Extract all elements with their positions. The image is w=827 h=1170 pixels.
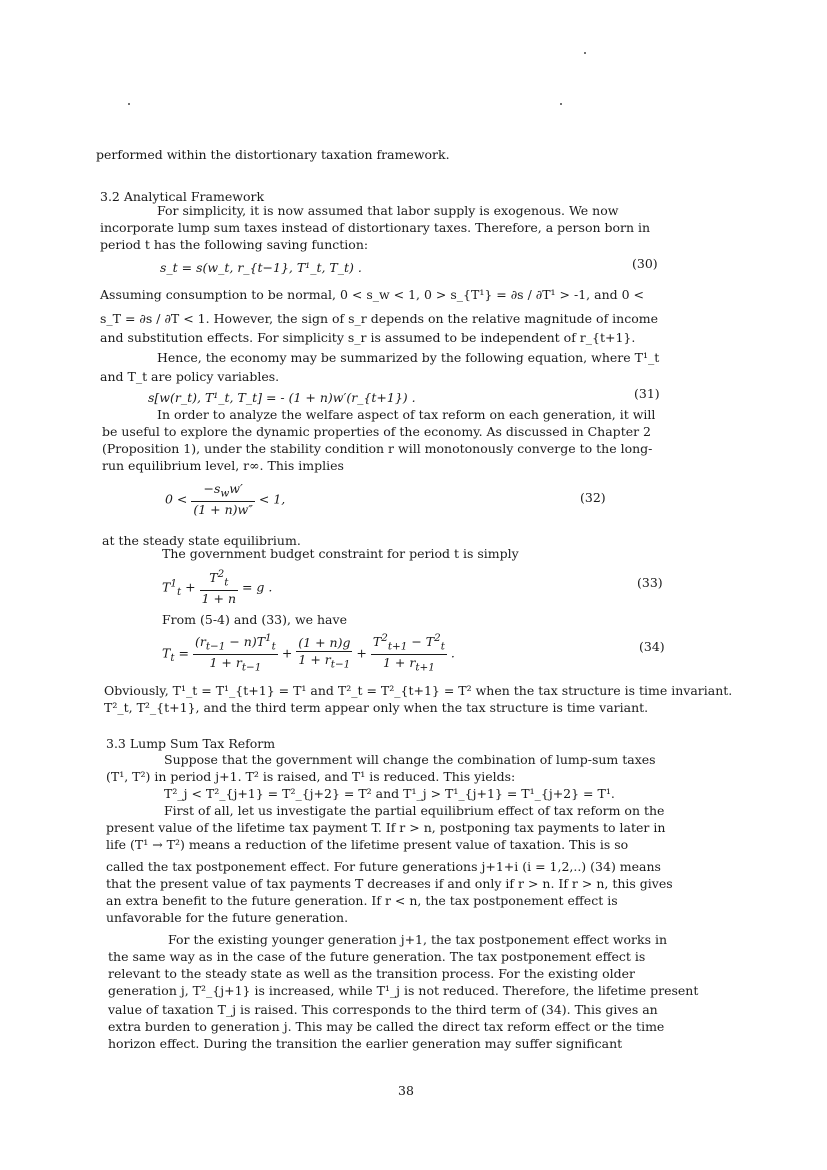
paragraph-line: the same way as in the case of the future generation. The tax postponement effect is: [108, 949, 646, 964]
equation-number-33: (33): [637, 575, 663, 590]
paragraph-line: be useful to explore the dynamic properties of the economy. As discussed in Chapter 2: [102, 424, 652, 439]
paragraph-line: that the present value of tax payments T decreases if and only if r > n. If r > n, this gives: [106, 876, 673, 891]
scan-speck: [560, 103, 562, 105]
scan-speck: [128, 103, 130, 105]
paragraph-line: horizon effect. During the transition the earlier generation may suffer significant: [108, 1036, 623, 1051]
paragraph-line: incorporate lump sum taxes instead of distortionary taxes. Therefore, a person born in: [100, 220, 651, 235]
paragraph-line: an extra benefit to the future generation. If r < n, the tax postponement effect is: [106, 893, 618, 908]
paragraph-line: In order to analyze the welfare aspect of tax reform on each generation, it will: [157, 407, 656, 422]
paragraph-line: s_T = ∂s / ∂T < 1. However, the sign of s_r depends on the relative magnitude of income: [100, 311, 658, 326]
paragraph-line: present value of the lifetime tax payment T. If r > n, postponing tax payments to later in: [106, 820, 666, 835]
equation-number-30: (30): [632, 256, 658, 271]
paragraph-line: (Proposition 1), under the stability condition r will monotonously converge to the long-: [102, 441, 653, 456]
equation-number-31: (31): [634, 386, 660, 401]
paragraph-line: Hence, the economy may be summarized by the following equation, where T¹_t: [157, 350, 660, 365]
paragraph-line: For simplicity, it is now assumed that labor supply is exogenous. We now: [157, 203, 619, 218]
paragraph-line: Suppose that the government will change the combination of lump-sum taxes: [164, 752, 656, 767]
paragraph-line: generation j, T²_{j+1} is increased, while T¹_j is not reduced. Therefore, the lifetime present: [108, 983, 699, 998]
equation-30: s_t = s(w_t, r_{t−1}, T¹_t, T_t) .: [160, 260, 362, 275]
paragraph-line: For the existing younger generation j+1, the tax postponement effect works in: [168, 932, 668, 947]
page-number: 38: [398, 1083, 414, 1098]
intro-line: performed within the distortionary taxation framework.: [96, 147, 450, 162]
paragraph-line: T²_t, T²_{t+1}, and the third term appear only when the tax structure is time variant.: [104, 700, 649, 715]
paragraph-line: life (T¹ → T²) means a reduction of the lifetime present value of taxation. This is so: [106, 837, 629, 852]
equation-31: s[w(r_t), T¹_t, T_t] = - (1 + n)w′(r_{t+1}) .: [148, 390, 416, 405]
paragraph-line: value of taxation T_j is raised. This corresponds to the third term of (34). This gives an: [108, 1002, 658, 1017]
equation-number-32: (32): [580, 490, 606, 505]
paragraph-line: Assuming consumption to be normal, 0 < s_w < 1, 0 > s_{T¹} = ∂s / ∂T¹ > -1, and 0 <: [100, 287, 644, 302]
paragraph-line: First of all, let us investigate the partial equilibrium effect of tax reform on the: [164, 803, 665, 818]
paragraph-line: called the tax postponement effect. For future generations j+1+i (i = 1,2,..) (34) means: [106, 859, 661, 874]
paragraph-line: T²_j < T²_{j+1} = T²_{j+2} = T² and T¹_j > T¹_{j+1} = T¹_{j+2} = T¹.: [164, 786, 615, 801]
equation-number-34: (34): [639, 639, 665, 654]
equation-34: $T_t$ = $\frac{(r_{t-1} - n)T^1_t}{1 + r_{t-1}}$ + $\frac{(1 + n)g}{1 + r_{t-1}}$ + $\frac{T^2_{t+1} - T^2_t}{1 + r_{t+1}}$ .: [162, 632, 455, 674]
equation-33: $T^1_t$ + $\frac{T^2_t}{1 + n}$ = g .: [162, 568, 273, 607]
paragraph-line: and substitution effects. For simplicity s_r is assumed to be independent of r_{t+1}.: [100, 330, 636, 345]
paragraph-line: and T_t are policy variables.: [100, 369, 280, 384]
paragraph-line: The government budget constraint for period t is simply: [162, 546, 519, 561]
scan-speck: [584, 52, 586, 54]
paragraph-line: period t has the following saving function:: [100, 237, 369, 252]
paragraph-line: Obviously, T¹_t = T¹_{t+1} = T¹ and T²_t = T²_{t+1} = T² when the tax structure is time invariant.: [104, 683, 733, 698]
equation-32: 0 < $\frac{-s_ww'}{(1 + n)w''}$ < 1,: [165, 481, 286, 518]
paragraph-line: relevant to the steady state as well as the transition process. For the existing older: [108, 966, 635, 981]
section-heading-3-3: 3.3 Lump Sum Tax Reform: [106, 736, 276, 751]
paragraph-line: (T¹, T²) in period j+1. T² is raised, and T¹ is reduced. This yields:: [106, 769, 516, 784]
paragraph-line: extra burden to generation j. This may be called the direct tax reform effect or the time: [108, 1019, 665, 1034]
paragraph-line: From (5-4) and (33), we have: [162, 612, 347, 627]
paragraph-line: run equilibrium level, r∞. This implies: [102, 458, 344, 473]
paragraph-line: unfavorable for the future generation.: [106, 910, 349, 925]
paragraph-line: at the steady state equilibrium.: [102, 533, 301, 548]
section-heading-3-2: 3.2 Analytical Framework: [100, 189, 265, 204]
